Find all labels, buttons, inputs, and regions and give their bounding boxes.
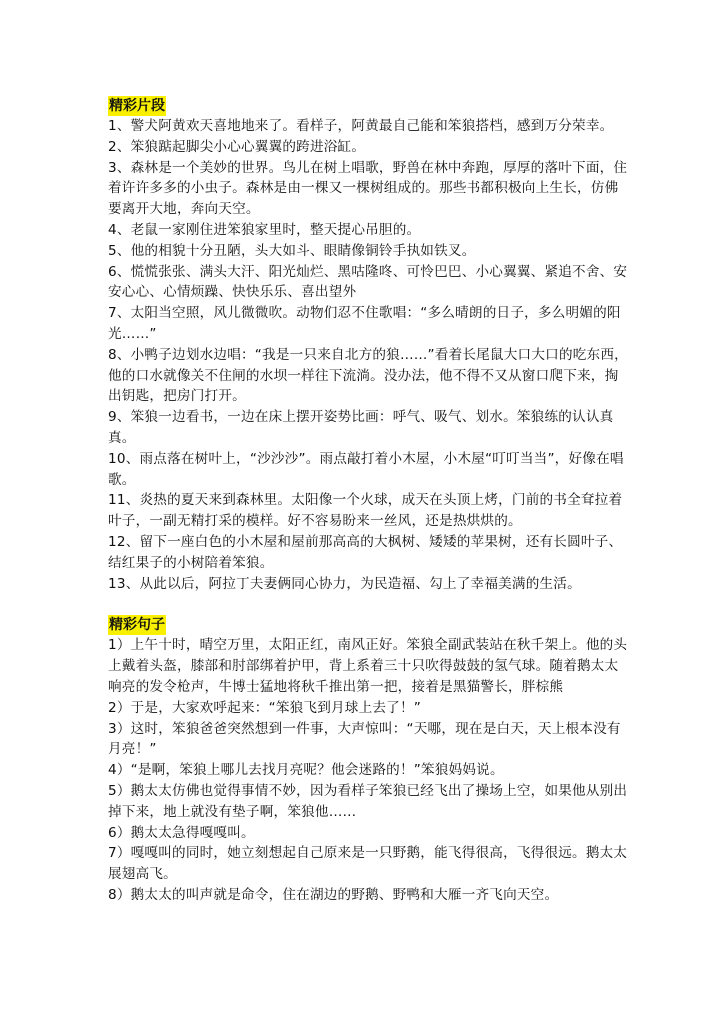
list-item: 4）“是啊，笨狼上哪儿去找月亮呢？他会迷路的！”笨狼妈妈说。	[108, 762, 504, 779]
list-item: 8、小鸭子边划水边唱：“我是一只来自北方的狼……”看着长尾鼠大口大口的吃东西，他的口水就像关不住闸的水坝一样往下流淌。没办法，他不得不又从窗口爬下来，掏出钥匙，把房门打开。	[108, 346, 628, 405]
list-item: 6）鹅太太急得嘎嘎叫。	[108, 824, 255, 841]
list-item: 12、留下一座白色的小木屋和屋前那高高的大枫树、矮矮的苹果树，还有长圆叶子、结红果子的小树陪着笨狼。	[108, 533, 623, 571]
section-heading: 精彩片段	[109, 98, 165, 114]
list-item: 2、笨狼踮起脚尖小心心翼翼的跨进浴缸。	[108, 138, 366, 155]
list-item: 5）鹅太太仿佛也觉得事情不妙，因为看样子笨狼已经飞出了操场上空，如果他从别出掉下来，地上就没有垫子啊，笨狼他……	[108, 782, 628, 820]
list-item: 5、他的相貌十分丑陋，头大如斗、眼睛像铜铃手执如铁叉。	[108, 242, 476, 259]
list-item: 9、笨狼一边看书，一边在床上摆开姿势比画：呼气、吸气、划水。笨狼练的认认真真。	[108, 409, 614, 446]
section-highlight-passages	[108, 95, 628, 594]
list-item: 2）于是，大家欢呼起来：“笨狼飞到月球上去了！”	[108, 699, 422, 716]
list-item: 13、从此以后，阿拉丁夫妻俩同心协力，为民造福、勾上了幸福美满的生活。	[108, 575, 581, 592]
document-page	[108, 95, 628, 906]
list-item: 7、太阳当空照，风儿微微吹。动物们忍不住歌唱：“多么晴朗的日子，多么明媚的阳光……”	[108, 305, 621, 342]
list-item: 1）上午十时，晴空万里，太阳正红，南风正好。笨狼全副武装站在秋千架上。他的头上戴着头盔，膝部和肘部绑着护甲，背上系着三十只吹得鼓鼓的氢气球。随着鹅太太响亮的发令枪声，牛博士猛地将秋千推出第一把，接着是黑猫警长，胖棕熊	[108, 637, 628, 695]
list-item: 6、慌慌张张、满头大汗、阳光灿烂、黑咕隆咚、可怜巴巴、小心翼翼、紧追不舍、安安心心、心情烦躁、快快乐乐、喜出望外	[108, 263, 628, 301]
list-item: 10、雨点落在树叶上，“沙沙沙”。雨点敲打着小木屋，小木屋“叮叮当当”，好像在唱歌。	[108, 450, 624, 488]
list-item: 7）嘎嘎叫的同时，她立刻想起自己原来是一只野鹅，能飞得很高，飞得很远。鹅太太展翅高飞。	[108, 845, 628, 883]
section-highlight-sentences	[108, 614, 628, 905]
list-item: 3）这时，笨狼爸爸突然想到一件事，大声惊叫：“天哪，现在是白天，天上根本没有月亮！”	[108, 720, 621, 758]
section-heading: 精彩句子	[109, 617, 165, 634]
list-item: 8）鹅太太的叫声就是命令，住在湖边的野鹅、野鸭和大雁一齐飞向天空。	[108, 886, 559, 903]
list-item: 3、森林是一个美妙的世界。鸟儿在树上唱歌，野兽在林中奔跑，厚厚的落叶下面，住着许许多多的小虫子。森林是由一棵又一棵树组成的。那些书都积极向上生长，仿佛要离开大地，奔向天空。	[108, 159, 628, 218]
list-item: 4、老鼠一家刚住进笨狼家里时，整天提心吊胆的。	[108, 221, 421, 238]
list-item: 1、警犬阿黄欢天喜地地来了。看样子，阿黄最自己能和笨狼搭档，感到万分荣幸。	[108, 118, 614, 134]
list-item: 11、炎热的夏天来到森林里。太阳像一个火球，成天在头顶上烤，门前的书全耷拉着叶子，一副无精打采的模样。好不容易盼来一丝风，还是热烘烘的。	[108, 492, 623, 530]
